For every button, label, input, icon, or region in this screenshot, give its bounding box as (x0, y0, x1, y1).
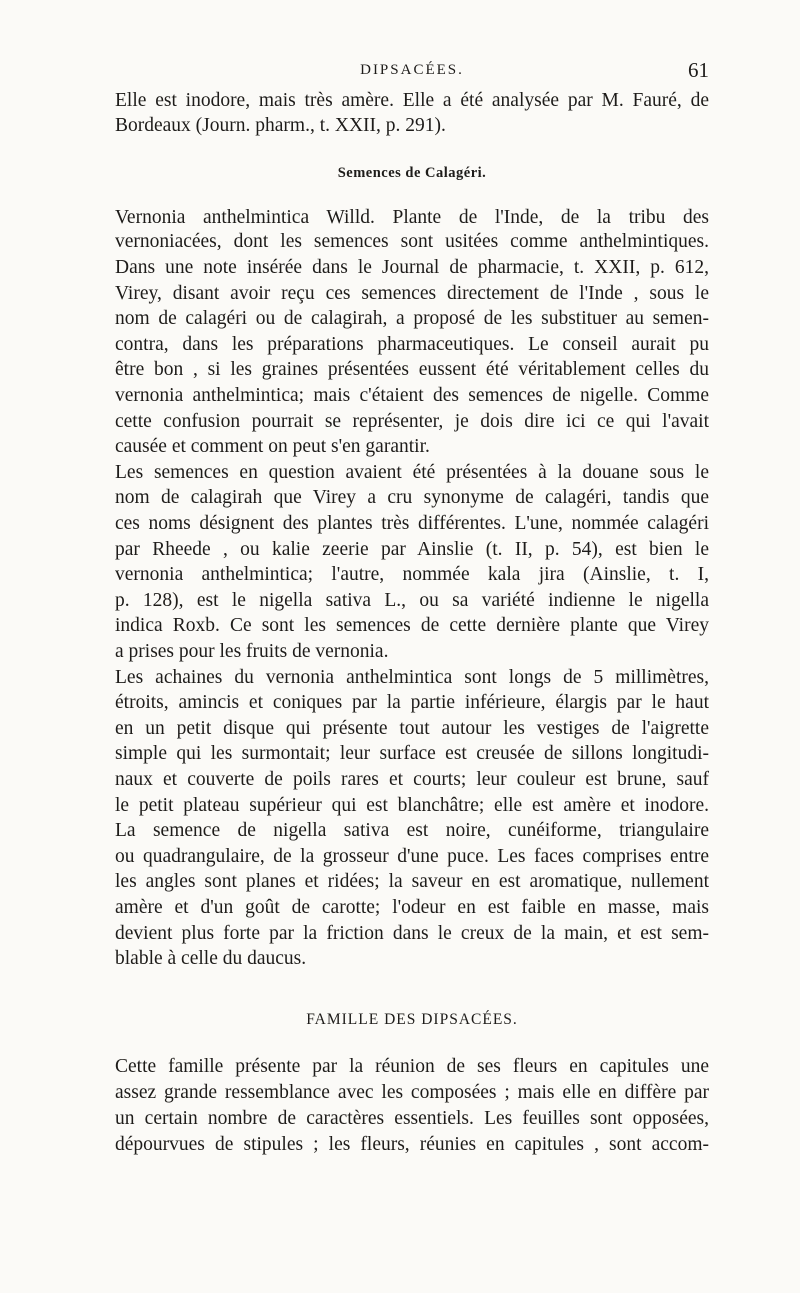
chapter-title: FAMILLE DES DIPSACÉES. (306, 1011, 518, 1028)
text-line: Cette famille présente par la réunion de ses fleurs en capitules une (115, 1056, 709, 1077)
text-line: par Rheede , ou kalie zeerie par Ainslie (t. II, p. 54), est bien le (115, 539, 709, 560)
text-line: Bordeaux (Journ. pharm., t. XXII, p. 291). (115, 115, 446, 136)
text-line: dépourvues de stipules ; les fleurs, réunies en capitules , sont accom- (115, 1134, 709, 1155)
running-title: DIPSACÉES. (360, 62, 464, 78)
text-line: ces noms désignent des plantes très différentes. L'une, nommée calagéri (115, 513, 709, 534)
text-line: le petit plateau supérieur qui est blanchâtre; elle est amère et inodore. (115, 795, 709, 816)
text-line: indica Roxb. Ce sont les semences de cette dernière plante que Virey (115, 615, 709, 636)
text-line: La semence de nigella sativa est noire, cunéiforme, triangulaire (115, 820, 709, 841)
text-line: étroits, amincis et coniques par la partie inférieure, élargis par le haut (115, 692, 709, 713)
text-line: Dans une note insérée dans le Journal de pharmacie, t. XXII, p. 612, (115, 257, 709, 278)
text-line: assez grande ressemblance avec les composées ; mais elle en diffère par (115, 1082, 709, 1103)
text-line: Virey, disant avoir reçu ces semences directement de l'Inde , sous le (115, 283, 709, 304)
text-line: a prises pour les fruits de vernonia. (115, 641, 389, 662)
text-line: devient plus forte par la friction dans le creux de la main, et est sem- (115, 923, 709, 944)
text-line: les angles sont planes et ridées; la saveur en est aromatique, nullement (115, 871, 709, 892)
text-line: Les achaines du vernonia anthelmintica sont longs de 5 millimètres, (115, 667, 709, 688)
text-line: contra, dans les préparations pharmaceutiques. Le conseil aurait pu (115, 334, 709, 355)
text-line: vernoniacées, dont les semences sont usitées comme anthelmintiques. (115, 231, 709, 252)
text-line: Elle est inodore, mais très amère. Elle a été analysée par M. Fauré, de (115, 90, 709, 111)
text-line: p. 128), est le nigella sativa L., ou sa variété indienne le nigella (115, 590, 709, 611)
text-line: être bon , si les graines présentées eussent été véritablement celles du (115, 359, 709, 380)
text-line: causée et comment on peut s'en garantir. (115, 436, 430, 457)
text-line: vernonia anthelmintica; mais c'étaient des semences de nigelle. Comme (115, 385, 709, 406)
text-line: naux et couverte de poils rares et courts; leur couleur est brune, sauf (115, 769, 709, 790)
text-line: amère et d'un goût de carotte; l'odeur en est faible en masse, mais (115, 897, 709, 918)
text-line: nom de calagirah que Virey a cru synonyme de calagéri, tandis que (115, 487, 709, 508)
text-line: un certain nombre de caractères essentiels. Les feuilles sont opposées, (115, 1108, 709, 1129)
text-line: nom de calagéri ou de calagirah, a proposé de les substituer au semen- (115, 308, 709, 329)
text-line: vernonia anthelmintica; l'autre, nommée kala jira (Ainslie, t. I, (115, 564, 709, 585)
text-line: cette confusion pourrait se représenter, je dois dire ici ce qui l'avait (115, 411, 709, 432)
text-line: Les semences en question avaient été présentées à la douane sous le (115, 462, 709, 483)
page-number: 61 (688, 58, 709, 82)
text-line: Vernonia anthelmintica Willd. Plante de l'Inde, de la tribu des (115, 207, 709, 228)
text-line: ou quadrangulaire, de la grosseur d'une puce. Les faces comprises entre (115, 846, 709, 867)
running-head (115, 58, 709, 86)
text-line: blable à celle du daucus. (115, 948, 307, 969)
text-line: en un petit disque qui présente tout autour les vestiges de l'aigrette (115, 718, 709, 739)
text-line: simple qui les surmontait; leur surface est creusée de sillons longitudi- (115, 743, 709, 764)
section-title: Semences de Calagéri. (337, 165, 487, 181)
